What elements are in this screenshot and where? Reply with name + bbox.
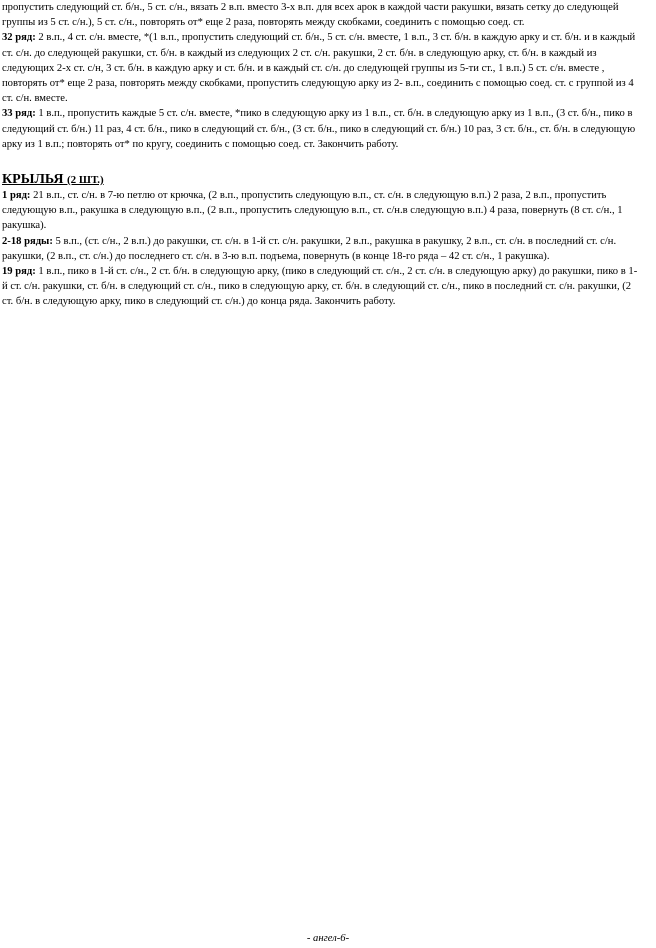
- paragraph-wing-row-19: [2, 264, 642, 310]
- section-title-suffix: (2 ШТ.): [67, 174, 104, 187]
- document-page: [2, 0, 642, 310]
- row-text: 1 в.п., пропустить каждые 5 ст. с/н. вместе, *пико в следующую арку из 1 в.п., ст. б/н. в следующую арку из 1 в.п., (3 ст. б/н., пико в следующий ст. б/н.) 11 раз, 4 ст. б/н., пико в следующий ст. б/н., (3 ст. б/н., пико в следующий ст. б/н.) 10 раз, 3 ст. б/н., ст. б/н. в следующую арку из 1 в.п.; повторять от* по кругу, соединить с помощью соед. ст. Закончить работу.: [2, 108, 636, 150]
- section-title: КРЫЛЬЯ: [2, 172, 64, 188]
- paragraph-text: пропустить следующий ст. б/н., 5 ст. с/н., вязать 2 в.п. вместо 3-х в.п. для всех арок в каждой части ракушки, вязать сетку до следующей группы из 5 ст. с/н.), 5 ст. с/н., повторять от* еще 2 раза, повторять между скобками, соединить с помощью соед. ст.: [2, 2, 619, 29]
- row-text: 1 в.п., пико в 1-й ст. с/н., 2 ст. б/н. в следующую арку, (пико в следующий ст. с/н., 2 ст. с/н. в следующую арку) до ракушки, пико в 1-й ст. с/н. ракушки, ст. б/н. в следующий ст. с/н., пико в следующую арку, ст. б/н. в следующий ст. с/н., пико в последний ст. с/н. ракушки, (2 ст. б/н. в следующую арку, пико в следующий ст. с/н.) до конца ряда. Закончить работу.: [2, 266, 638, 308]
- paragraph-continuation: [2, 0, 642, 30]
- row-label: 32 ряд:: [2, 32, 36, 44]
- paragraph-row-32: [2, 30, 642, 106]
- row-label: 19 ряд:: [2, 266, 36, 278]
- paragraph-wing-row-1: [2, 188, 642, 234]
- paragraph-wing-rows-2-18: [2, 234, 642, 264]
- row-label: 1 ряд:: [2, 190, 31, 202]
- row-label: 2-18 ряды:: [2, 235, 53, 247]
- paragraph-row-33: [2, 106, 642, 152]
- section-heading-wings: [2, 172, 642, 188]
- page-footer: - ангел-6-: [306, 933, 350, 944]
- row-text: 2 в.п., 4 ст. с/н. вместе, *(1 в.п., пропустить следующий ст. б/н., 5 ст. с/н. вместе, 1 в.п., 3 ст. б/н. в каждую арку и ст. б/н. и в каждый ст. с/н. до следующей ракушки, ст. б/н. в каждый из следующих 2 ст. с/н. ракушки, 2 ст. б/н. в следующую арку, ст. б/н. в каждый из следующих 2-х ст. с/н, 3 ст. б/н. в каждую арку и ст. б/н. и в каждый ст. с/н. до следующей группы из 5-ти ст., 1 в.п.) 5 ст. с/н. вместе , повторять от* еще 2 раза, повторять между скобками, пропустить следующую арку из 2- в.п., соединить с помощью соед. ст. с группой из 4 ст. с/н. вместе.: [2, 32, 636, 105]
- row-text: 21 в.п., ст. с/н. в 7-ю петлю от крючка, (2 в.п., пропустить следующую в.п., ст. с/н. в следующую в.п.) 2 раза, 2 в.п., пропустить следующую в.п., ракушка в следующую в.п., (2 в.п., пропустить следующую в.п., ст. с/н.в следующую в.п.) 4 раза, повернуть (8 ст. с/н., 1 ракушка).: [2, 190, 623, 232]
- row-label: 33 ряд:: [2, 108, 36, 120]
- row-text: 5 в.п., (ст. с/н., 2 в.п.) до ракушки, ст. с/н. в 1-й ст. с/н. ракушки, 2 в.п., ракушка в ракушку, 2 в.п., ст. с/н. в последний ст. с/н. ракушки, (2 в.п., ст. с/н.) до последнего ст. с/н. в 3-ю в.п. подъема, повернуть (в конце 18-го ряда – 42 ст. с/н., 1 ракушка).: [2, 235, 617, 262]
